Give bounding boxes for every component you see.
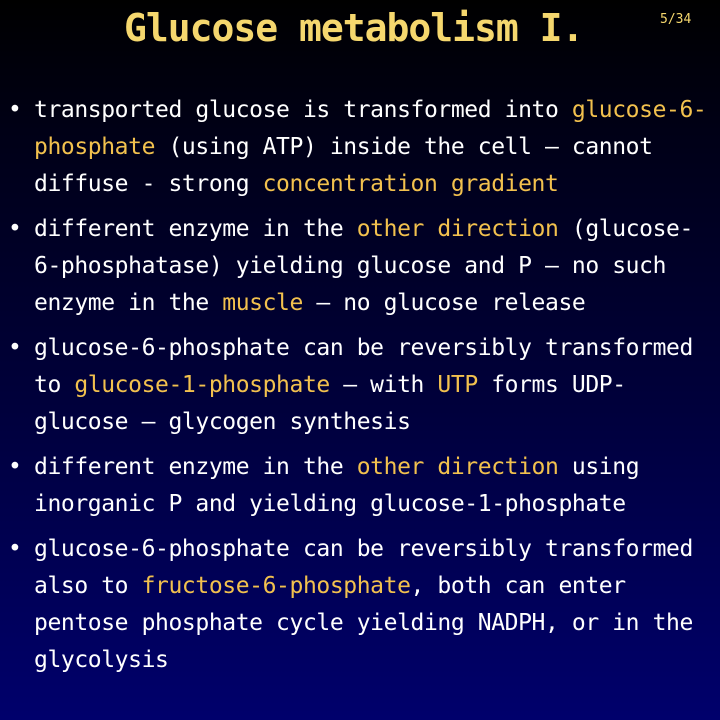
bullet-list <box>0 92 720 687</box>
highlighted-term: other direction <box>356 454 559 480</box>
bullet-segment: glucose-6-phosphate can be reversibly transformed also to <box>34 536 693 599</box>
bullet-dot-icon: • <box>8 335 22 361</box>
bullet-item <box>0 211 720 322</box>
bullet-segment: , both can enter pentose phosphate cycle yielding NADPH, or in the glycolysis <box>34 573 693 673</box>
highlighted-term: muscle <box>222 290 303 316</box>
bullet-segment: (glucose-6-phosphatase) yielding glucose and P – no such enzyme in the <box>34 216 693 316</box>
bullet-text <box>34 216 693 316</box>
slide-number: 5/34 <box>660 12 692 27</box>
highlighted-term: fructose-6-phosphate <box>141 573 411 599</box>
bullet-dot-icon: • <box>8 97 22 123</box>
bullet-text <box>34 454 639 517</box>
bullet-segment: different enzyme in the <box>34 454 357 480</box>
bullet-item <box>0 92 720 203</box>
bullet-segment: using inorganic P and yielding glucose-1-phosphate <box>34 454 640 517</box>
bullet-text <box>34 536 693 673</box>
bullet-segment: (using ATP) inside the cell – cannot diffuse - strong <box>34 134 653 197</box>
bullet-segment: – with <box>329 372 438 398</box>
bullet-segment: different enzyme in the <box>34 216 357 242</box>
bullet-segment: – no glucose release <box>302 290 586 316</box>
bullet-text <box>34 335 693 435</box>
bullet-item <box>0 449 720 523</box>
bullet-item <box>0 531 720 679</box>
highlighted-term: other direction <box>356 216 559 242</box>
bullet-text <box>34 97 706 197</box>
highlighted-term: glucose-6-phosphate <box>34 97 707 160</box>
bullet-dot-icon: • <box>8 536 22 562</box>
bullet-segment: glucose-6-phosphate can be reversibly transformed to <box>34 335 693 398</box>
bullet-dot-icon: • <box>8 454 22 480</box>
bullet-dot-icon: • <box>8 216 22 242</box>
highlighted-term: UTP <box>437 372 478 398</box>
bullet-item <box>0 330 720 441</box>
bullet-segment: transported glucose is transformed into <box>34 97 572 123</box>
bullet-segment: forms UDP-glucose – glycogen synthesis <box>34 372 626 435</box>
highlighted-term: glucose-1-phosphate <box>74 372 330 398</box>
slide-title: Glucose metabolism I. <box>124 6 584 50</box>
highlighted-term: concentration gradient <box>262 171 559 197</box>
